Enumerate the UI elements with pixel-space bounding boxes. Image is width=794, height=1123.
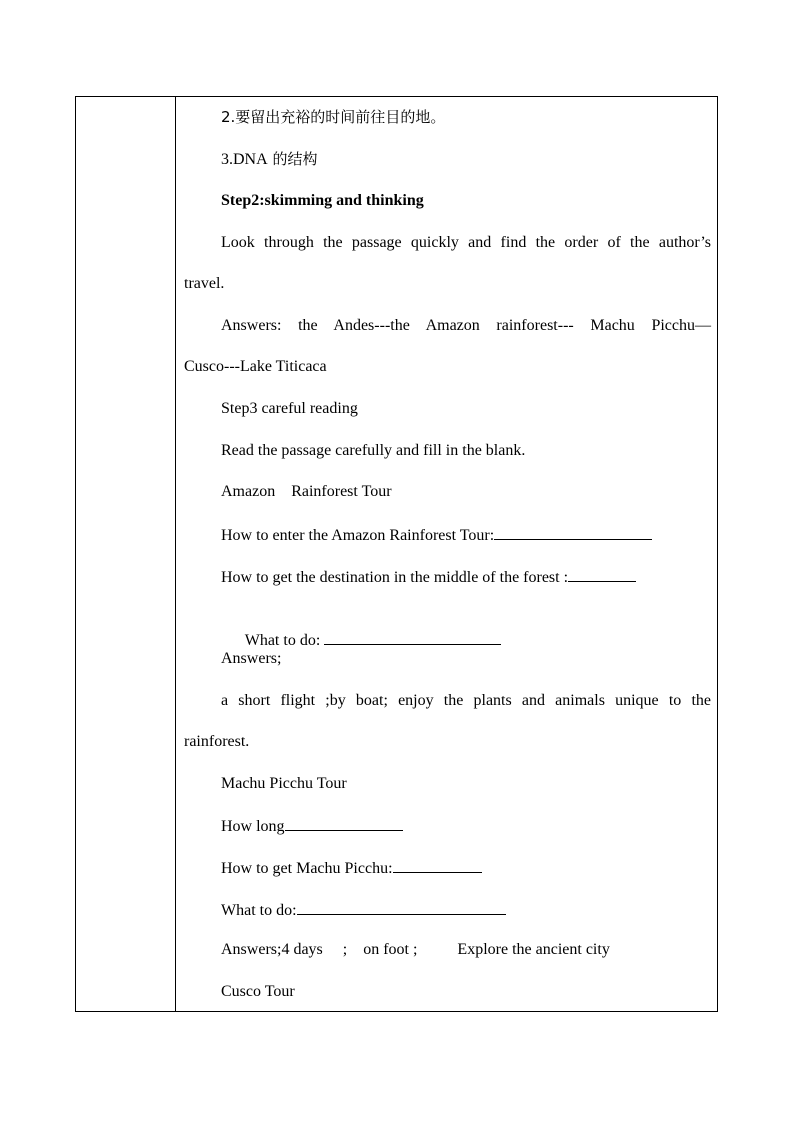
question-line <box>177 898 717 920</box>
question-text: How long <box>221 818 285 835</box>
text-line: travel. <box>184 275 225 292</box>
text-line: Answers; <box>221 650 282 667</box>
answer-blank <box>494 523 652 540</box>
text-line <box>177 148 717 170</box>
question-line <box>177 606 717 649</box>
question-text: What to do: <box>221 902 297 919</box>
step2-heading: Step2:skimming and thinking <box>221 192 424 209</box>
section-title-cusco: Cusco Tour <box>221 983 295 1000</box>
text-line: Answers: the Andes---the Amazon rainforest--- Machu Picchu— <box>221 317 711 334</box>
text-line: Look through the passage quickly and find the order of the author’s <box>221 234 711 251</box>
question-text: How to enter the Amazon Rainforest Tour: <box>221 527 495 544</box>
question-text: How to get the destination in the middle of the forest : <box>221 569 569 586</box>
text-line: 2.要留出充裕的时间前往目的地。 <box>221 108 446 126</box>
section-title-machu-picchu: Machu Picchu Tour <box>221 775 347 792</box>
question-text: What to do: <box>244 632 325 649</box>
answer-blank <box>324 628 501 645</box>
text-line: Read the passage carefully and fill in the blank. <box>221 442 526 459</box>
answer-blank <box>568 565 636 582</box>
answer-blank <box>297 898 506 915</box>
answer-blank <box>393 856 482 873</box>
answer-blank <box>285 814 403 831</box>
text-line: rainforest. <box>184 733 250 750</box>
text-line: Answers;4 days ; on foot ; Explore the ancient city <box>221 941 610 958</box>
question-line <box>177 565 717 587</box>
text-line-part: 3.DNA <box>221 151 268 168</box>
text-line: a short flight ;by boat; enjoy the plants and animals unique to the <box>221 692 711 709</box>
question-text: How to get Machu Picchu: <box>221 860 393 877</box>
lesson-table <box>75 96 718 1012</box>
question-line <box>177 523 717 545</box>
content-cell <box>177 97 717 1011</box>
text-line: Cusco---Lake Titicaca <box>184 358 327 375</box>
section-title-amazon: Amazon Rainforest Tour <box>221 483 392 500</box>
question-line <box>177 814 717 836</box>
question-line <box>177 856 717 878</box>
text-line-part: 的结构 <box>267 150 318 168</box>
step3-heading: Step3 careful reading <box>221 400 358 417</box>
left-column-cell <box>76 97 176 1011</box>
